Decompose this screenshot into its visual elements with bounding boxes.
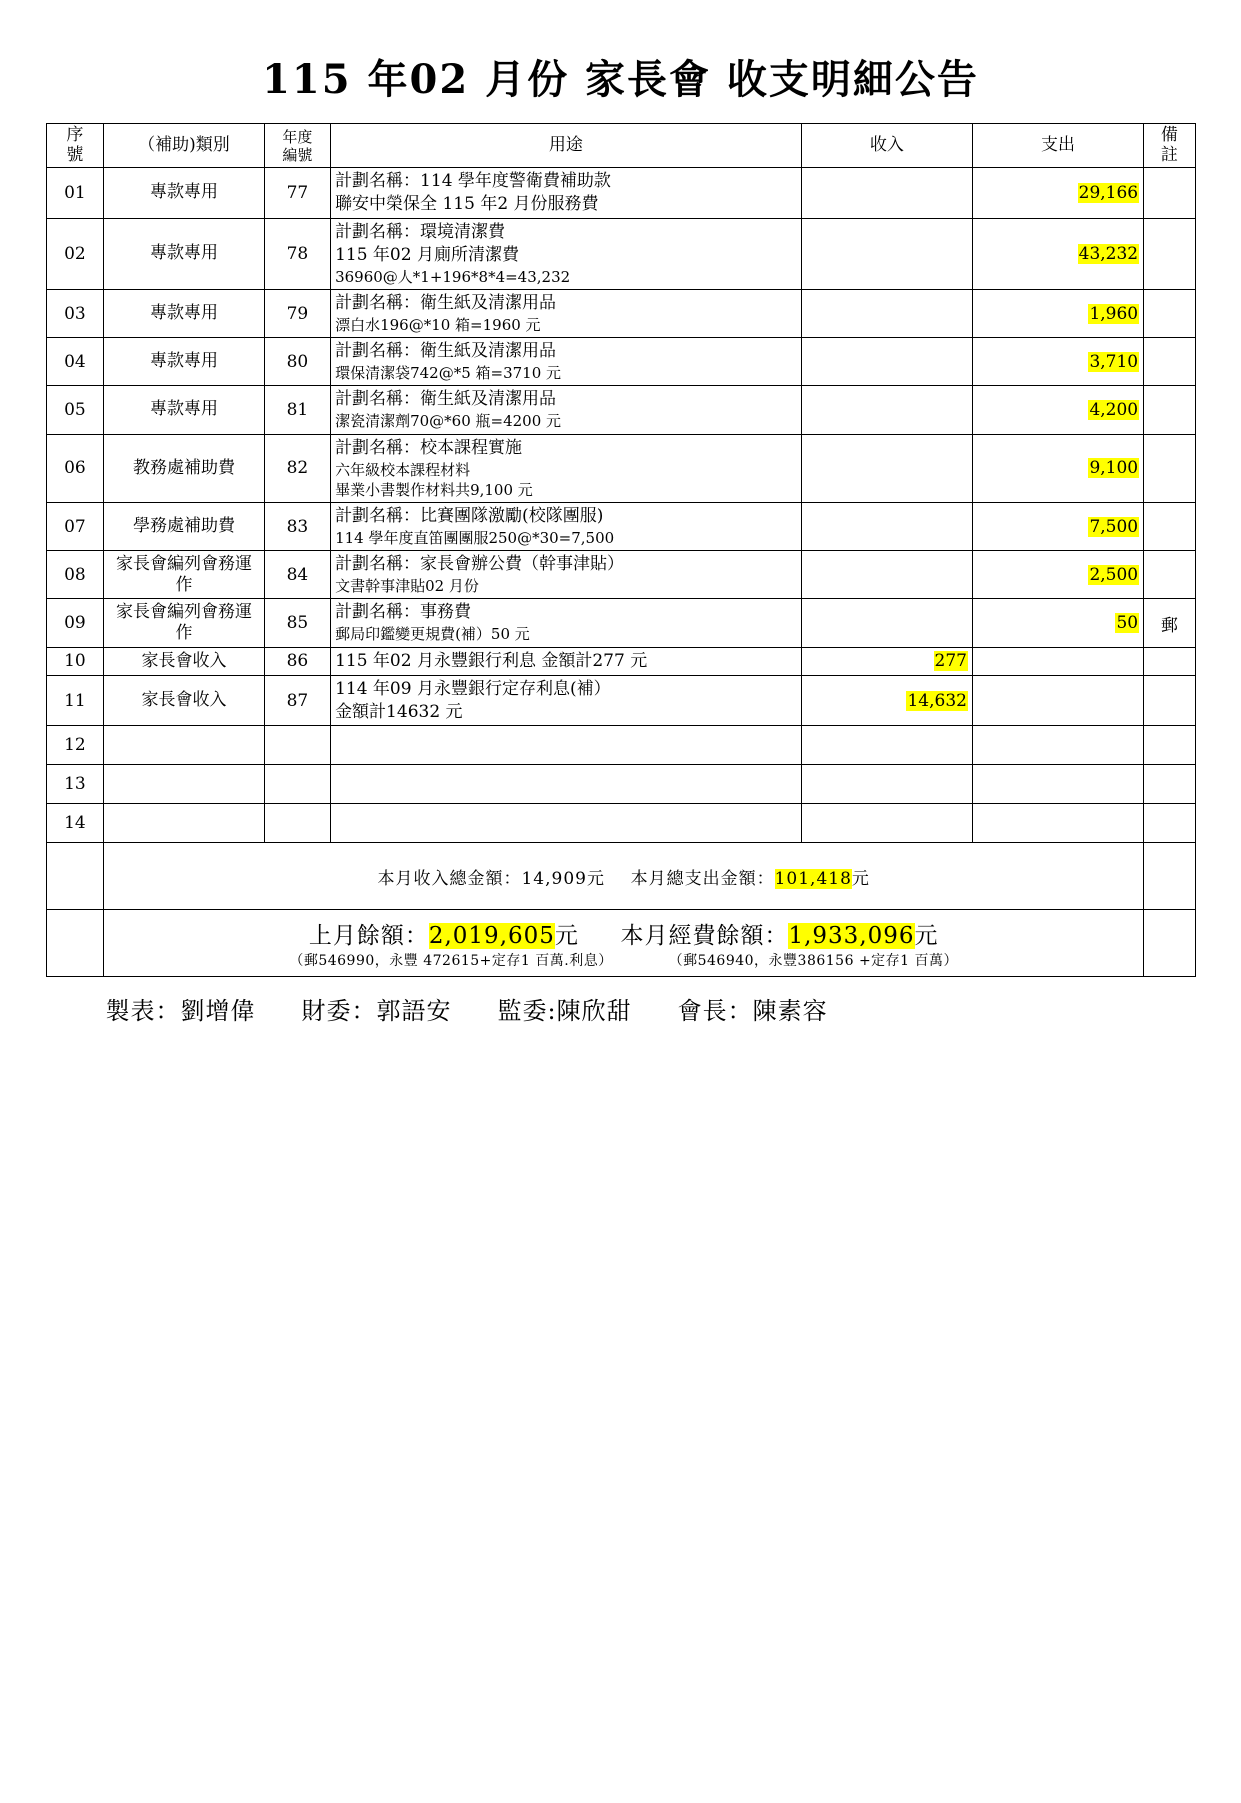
prev-balance-value: 2,019,605 bbox=[428, 922, 555, 949]
usage-line-detail: 36960@人*1+196*8*4=43,232 bbox=[335, 267, 571, 286]
summary-row-balance bbox=[46, 910, 1195, 977]
column-header-note: 備 註 bbox=[1144, 124, 1195, 168]
monthly-income-unit: 元 bbox=[586, 868, 605, 889]
column-header-seq: 序 號 bbox=[46, 124, 104, 168]
cell-income bbox=[801, 675, 972, 726]
monthly-income-value: 14,909 bbox=[521, 868, 587, 889]
cell-category: 家長會收入 bbox=[104, 675, 264, 726]
cell-year-number: 85 bbox=[264, 599, 330, 647]
cell-expense bbox=[972, 599, 1143, 647]
cell-category: 專款專用 bbox=[104, 338, 264, 386]
usage-line-detail: 潔瓷清潔劑70@*60 瓶=4200 元 bbox=[335, 412, 562, 431]
expense-amount: 3,710 bbox=[1089, 351, 1139, 372]
cell-category bbox=[104, 765, 264, 804]
income-amount: 277 bbox=[934, 651, 967, 672]
table-row bbox=[46, 804, 1195, 843]
cell-expense bbox=[972, 338, 1143, 386]
cell-seq: 07 bbox=[46, 503, 104, 551]
usage-line-primary: 計劃名稱：衛生紙及清潔用品 bbox=[335, 293, 557, 314]
cell-year-number bbox=[264, 804, 330, 843]
cell-year-number: 77 bbox=[264, 168, 330, 219]
prev-balance-label: 上月餘額： bbox=[308, 922, 429, 949]
cell-category: 家長會編列會務運作 bbox=[104, 599, 264, 647]
summary-monthly-totals bbox=[104, 843, 1144, 910]
cell-income bbox=[801, 551, 972, 599]
cell-note bbox=[1144, 218, 1195, 289]
cell-category: 家長會編列會務運作 bbox=[104, 551, 264, 599]
cell-note bbox=[1144, 338, 1195, 386]
table-row bbox=[46, 338, 1195, 386]
usage-line-primary: 114 年09 月永豐銀行定存利息(補） bbox=[335, 678, 611, 699]
balance-spacer-right bbox=[1144, 910, 1195, 977]
signature-row bbox=[46, 991, 1196, 1026]
balance-spacer-left bbox=[46, 910, 104, 977]
current-balance-label: 本月經費餘額： bbox=[620, 922, 789, 949]
cell-expense bbox=[972, 804, 1143, 843]
cell-income bbox=[801, 765, 972, 804]
cell-seq: 02 bbox=[46, 218, 104, 289]
cell-year-number: 81 bbox=[264, 386, 330, 434]
cell-income bbox=[801, 599, 972, 647]
table-row bbox=[46, 434, 1195, 502]
ledger-table bbox=[46, 123, 1196, 977]
cell-seq: 06 bbox=[46, 434, 104, 502]
cell-usage bbox=[331, 168, 802, 219]
cell-income bbox=[801, 726, 972, 765]
cell-expense bbox=[972, 218, 1143, 289]
monthly-expense-value: 101,418 bbox=[774, 868, 852, 889]
cell-year-number: 84 bbox=[264, 551, 330, 599]
cell-usage bbox=[331, 675, 802, 726]
table-row bbox=[46, 551, 1195, 599]
cell-note bbox=[1144, 726, 1195, 765]
expense-amount: 7,500 bbox=[1089, 516, 1139, 537]
footnote-left: （郵546990，永豐 472615+定存1 百萬.利息） bbox=[289, 952, 613, 969]
cell-seq: 05 bbox=[46, 386, 104, 434]
cell-expense bbox=[972, 386, 1143, 434]
cell-year-number bbox=[264, 765, 330, 804]
summary-spacer-left bbox=[46, 843, 104, 910]
expense-amount: 43,232 bbox=[1078, 244, 1139, 265]
footnote-right: （郵546940，永豐386156 +定存1 百萬） bbox=[668, 952, 959, 969]
cell-seq: 11 bbox=[46, 675, 104, 726]
cell-note bbox=[1144, 386, 1195, 434]
table-row bbox=[46, 218, 1195, 289]
expense-amount: 9,100 bbox=[1089, 458, 1139, 479]
usage-line-primary: 計劃名稱：衛生紙及清潔用品 bbox=[335, 341, 557, 362]
cell-seq: 01 bbox=[46, 168, 104, 219]
table-row bbox=[46, 386, 1195, 434]
usage-line-primary: 計劃名稱：比賽團隊激勵(校隊團服) bbox=[335, 506, 604, 527]
cell-expense bbox=[972, 675, 1143, 726]
cell-category: 專款專用 bbox=[104, 290, 264, 338]
cell-category: 專款專用 bbox=[104, 218, 264, 289]
summary-row-monthly bbox=[46, 843, 1195, 910]
table-row bbox=[46, 726, 1195, 765]
cell-income bbox=[801, 386, 972, 434]
usage-line-detail: 環保清潔袋742@*5 箱=3710 元 bbox=[335, 364, 562, 383]
current-balance-value: 1,933,096 bbox=[788, 922, 915, 949]
cell-year-number: 78 bbox=[264, 218, 330, 289]
monthly-expense-label: 本月總支出金額： bbox=[630, 868, 775, 889]
signature-item: 財委：郭語安 bbox=[301, 997, 452, 1026]
signature-item: 會長：陳素容 bbox=[677, 997, 828, 1026]
usage-line-primary: 115 年02 月永豐銀行利息 金額計277 元 bbox=[335, 650, 648, 671]
cell-year-number: 86 bbox=[264, 647, 330, 675]
cell-seq: 13 bbox=[46, 765, 104, 804]
usage-line-secondary: 金額計14632 元 bbox=[335, 701, 463, 722]
usage-line-detail: 漂白水196@*10 箱=1960 元 bbox=[335, 316, 541, 335]
prev-balance-unit: 元 bbox=[554, 922, 579, 949]
cell-income bbox=[801, 290, 972, 338]
cell-usage bbox=[331, 765, 802, 804]
table-row bbox=[46, 503, 1195, 551]
cell-expense bbox=[972, 765, 1143, 804]
cell-usage bbox=[331, 726, 802, 765]
usage-line-secondary: 115 年02 月廁所清潔費 bbox=[335, 244, 519, 265]
cell-seq: 03 bbox=[46, 290, 104, 338]
expense-amount: 4,200 bbox=[1089, 400, 1139, 421]
cell-income bbox=[801, 804, 972, 843]
usage-line-primary: 計劃名稱：環境清潔費 bbox=[335, 221, 506, 242]
cell-year-number: 79 bbox=[264, 290, 330, 338]
cell-year-number bbox=[264, 726, 330, 765]
cell-expense bbox=[972, 168, 1143, 219]
table-header bbox=[46, 124, 1195, 168]
usage-line-detail: 六年級校本課程材料 bbox=[335, 460, 471, 479]
usage-line-primary: 計劃名稱：校本課程實施 bbox=[335, 437, 523, 458]
monthly-expense-unit: 元 bbox=[851, 868, 870, 889]
cell-note bbox=[1144, 434, 1195, 502]
summary-balance-cell bbox=[104, 910, 1144, 977]
column-header-income: 收入 bbox=[801, 124, 972, 168]
column-header-expense: 支出 bbox=[972, 124, 1143, 168]
cell-usage bbox=[331, 503, 802, 551]
usage-line-secondary: 聯安中榮保全 115 年2 月份服務費 bbox=[335, 194, 599, 215]
cell-expense bbox=[972, 551, 1143, 599]
cell-seq: 14 bbox=[46, 804, 104, 843]
income-amount: 14,632 bbox=[907, 690, 967, 711]
usage-line-primary: 計劃名稱：衛生紙及清潔用品 bbox=[335, 389, 557, 410]
usage-line-primary: 計劃名稱：事務費 bbox=[335, 602, 472, 623]
usage-line-detail: 郵局印鑑變更規費(補）50 元 bbox=[335, 625, 530, 644]
cell-seq: 10 bbox=[46, 647, 104, 675]
cell-category bbox=[104, 726, 264, 765]
cell-seq: 08 bbox=[46, 551, 104, 599]
cell-usage bbox=[331, 338, 802, 386]
cell-income bbox=[801, 434, 972, 502]
cell-note bbox=[1144, 765, 1195, 804]
cell-expense bbox=[972, 726, 1143, 765]
cell-year-number: 83 bbox=[264, 503, 330, 551]
cell-category bbox=[104, 804, 264, 843]
signature-item: 監委:陳欣甜 bbox=[497, 997, 632, 1026]
document-page bbox=[0, 48, 1241, 1803]
cell-income bbox=[801, 168, 972, 219]
cell-note: 郵 bbox=[1144, 599, 1195, 647]
usage-line-primary: 計劃名稱：114 學年度警衛費補助款 bbox=[335, 171, 611, 192]
cell-note bbox=[1144, 503, 1195, 551]
cell-usage bbox=[331, 551, 802, 599]
expense-amount: 2,500 bbox=[1089, 564, 1139, 585]
table-row bbox=[46, 599, 1195, 647]
expense-amount: 1,960 bbox=[1089, 303, 1139, 324]
cell-income bbox=[801, 338, 972, 386]
summary-spacer-right bbox=[1144, 843, 1195, 910]
cell-income bbox=[801, 218, 972, 289]
cell-category: 專款專用 bbox=[104, 386, 264, 434]
table-row bbox=[46, 765, 1195, 804]
cell-note bbox=[1144, 551, 1195, 599]
cell-note bbox=[1144, 675, 1195, 726]
monthly-income-label: 本月收入總金額： bbox=[377, 868, 522, 889]
usage-line-primary: 計劃名稱：家長會辦公費（幹事津貼） bbox=[335, 554, 625, 575]
cell-note bbox=[1144, 168, 1195, 219]
column-header-usage: 用途 bbox=[331, 124, 802, 168]
current-balance-unit: 元 bbox=[914, 922, 939, 949]
cell-seq: 09 bbox=[46, 599, 104, 647]
cell-expense bbox=[972, 503, 1143, 551]
cell-expense bbox=[972, 647, 1143, 675]
table-row bbox=[46, 168, 1195, 219]
cell-usage bbox=[331, 804, 802, 843]
column-header-year-number: 年度 編號 bbox=[264, 124, 330, 168]
cell-usage bbox=[331, 386, 802, 434]
summary-footnotes bbox=[108, 950, 1139, 970]
cell-usage bbox=[331, 218, 802, 289]
usage-line-detail: 文書幹事津貼02 月份 bbox=[335, 577, 479, 596]
cell-seq: 12 bbox=[46, 726, 104, 765]
cell-category: 教務處補助費 bbox=[104, 434, 264, 502]
cell-note bbox=[1144, 647, 1195, 675]
cell-expense bbox=[972, 434, 1143, 502]
cell-category: 專款專用 bbox=[104, 168, 264, 219]
table-row bbox=[46, 290, 1195, 338]
cell-usage bbox=[331, 647, 802, 675]
expense-amount: 29,166 bbox=[1078, 183, 1139, 204]
signature-item: 製表：劉增偉 bbox=[105, 997, 256, 1026]
page-title: 115 年02 月份 家長會 收支明細公告 bbox=[262, 56, 979, 103]
cell-usage bbox=[331, 599, 802, 647]
cell-seq: 04 bbox=[46, 338, 104, 386]
cell-year-number: 87 bbox=[264, 675, 330, 726]
cell-category: 學務處補助費 bbox=[104, 503, 264, 551]
summary-balance-line bbox=[108, 917, 1139, 950]
cell-usage bbox=[331, 290, 802, 338]
usage-line-detail: 114 學年度直笛團團服250@*30=7,500 bbox=[335, 529, 615, 548]
cell-note bbox=[1144, 804, 1195, 843]
table-row bbox=[46, 675, 1195, 726]
table-row bbox=[46, 647, 1195, 675]
usage-line-detail: 畢業小書製作材料共9,100 元 bbox=[335, 480, 533, 499]
cell-note bbox=[1144, 290, 1195, 338]
expense-amount: 50 bbox=[1116, 613, 1139, 634]
cell-usage bbox=[331, 434, 802, 502]
cell-year-number: 80 bbox=[264, 338, 330, 386]
cell-category: 家長會收入 bbox=[104, 647, 264, 675]
cell-income bbox=[801, 503, 972, 551]
table-footer bbox=[46, 843, 1195, 977]
table-body bbox=[46, 168, 1195, 843]
cell-expense bbox=[972, 290, 1143, 338]
cell-year-number: 82 bbox=[264, 434, 330, 502]
cell-income bbox=[801, 647, 972, 675]
column-header-category: （補助)類別 bbox=[104, 124, 264, 168]
